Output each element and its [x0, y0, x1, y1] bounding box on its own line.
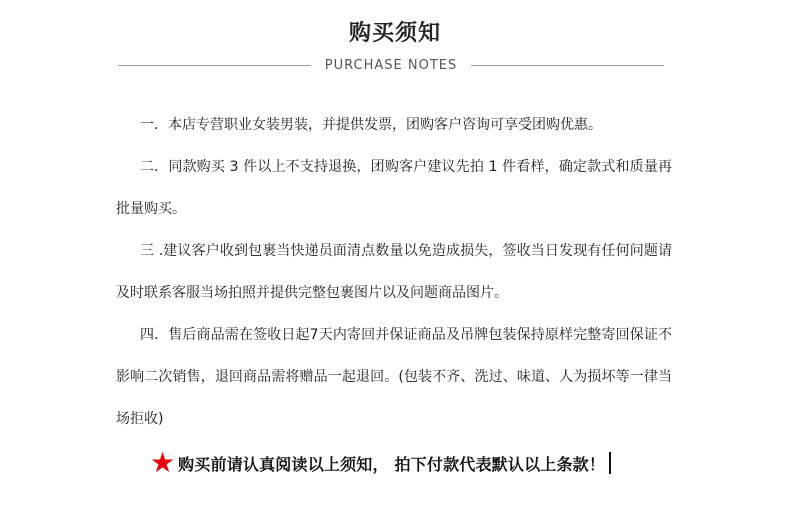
star-icon: ★	[150, 446, 176, 479]
right-divider	[471, 65, 664, 66]
notes-list	[116, 104, 672, 440]
warning-text: 购买前请认真阅读以上须知， 拍下付款代表默认以上条款！	[178, 454, 606, 474]
warning-line	[150, 446, 611, 479]
subtitle-row	[118, 55, 664, 75]
note-item-4: 四．售后商品需在签收日起7天内寄回并保证商品及吊牌包装保持原样完整寄回保证不影响二次销售，退回商品需将赠品一起退回。(包装不齐、洗过、味道、人为损坏等一律当场拒收)	[116, 327, 672, 427]
note-item-2: 二．同款购买 3 件以上不支持退换，团购客户建议先拍 1 件看样，确定款式和质量再批量购买。	[116, 159, 672, 217]
left-divider	[118, 65, 311, 66]
note-item-3: 三 .建议客户收到包裹当快递员面清点数量以免造成损失，签收当日发现有任何问题请及时联系客服当场拍照并提供完整包裹图片以及问题商品图片。	[116, 243, 672, 301]
note-item-1: 一．本店专营职业女装男装，并提供发票，团购客户咨询可享受团购优惠。	[140, 117, 602, 133]
page-subtitle: PURCHASE NOTES	[324, 57, 458, 73]
text-cursor	[609, 452, 611, 474]
page-title: 购买须知	[348, 21, 441, 46]
